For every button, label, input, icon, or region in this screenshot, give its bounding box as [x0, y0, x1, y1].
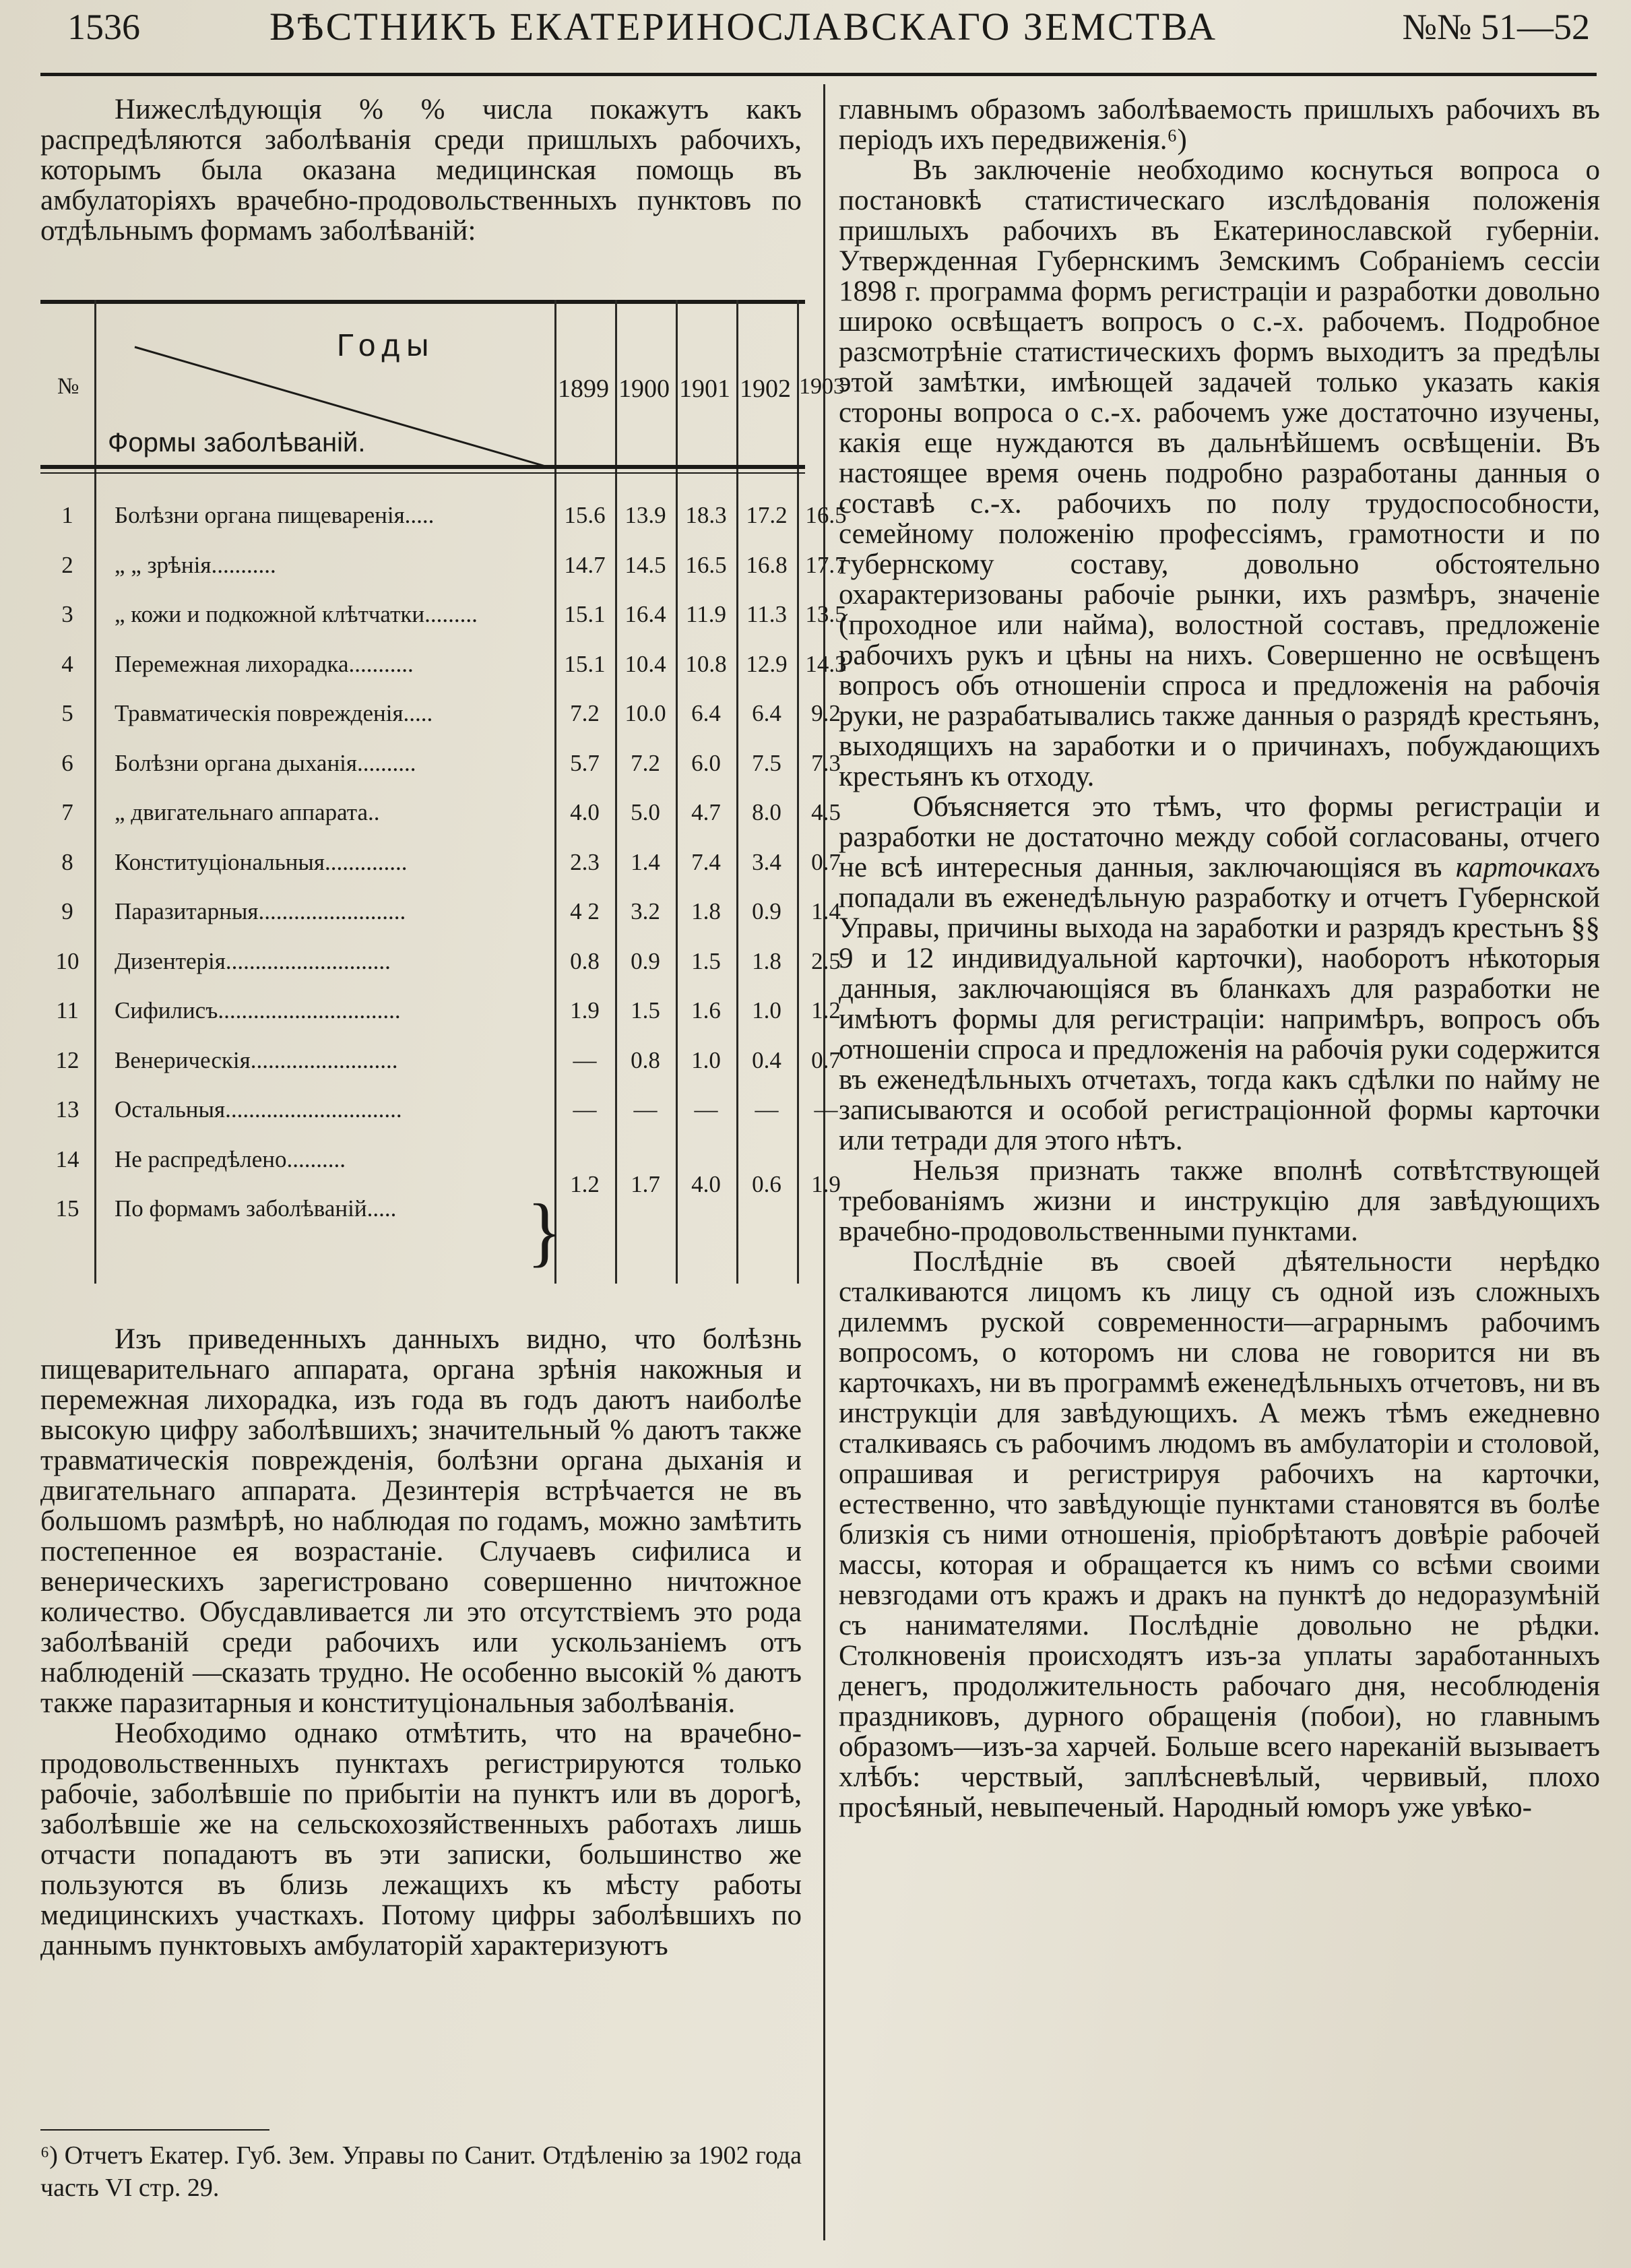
value-cell: 10.0 — [625, 700, 666, 726]
value-cell: 1.9 — [811, 1171, 841, 1197]
paragraph: Нельзя признать также вполнѣ сотвѣтствующей требованіямъ жизни и инструкцію для завѣдующихъ врачебно-продовольственными пунктами. — [839, 1155, 1600, 1247]
year-header: 1902 — [740, 375, 791, 403]
text-span: Объясняется это тѣмъ, что формы регистраціи и разработки не достаточно между собой согласованы, отчего не всѣ интересныя данныя, заключающіяся въ — [839, 791, 1600, 883]
value-cell: 0.8 — [570, 947, 600, 974]
value-cell: 1.4 — [631, 848, 660, 875]
value-cell: 7.5 — [752, 749, 781, 776]
table-row — [40, 997, 841, 1038]
value-cell: 7.2 — [570, 700, 600, 726]
left-column-text — [40, 1324, 802, 1961]
no-column-header: № — [57, 374, 79, 399]
row-number: 13 — [55, 1096, 79, 1123]
value-cell: 5.0 — [631, 799, 660, 825]
table-row — [40, 502, 847, 542]
intro-paragraph: Нижеслѣдующія % % числа покажутъ какъ распредѣляются заболѣванія среди пришлыхъ рабочихъ, которымъ была оказана медицинская помощь въ амбулаторіяхъ врачебно-продовольственныхъ пунктовъ по отдѣльнымъ формамъ заболѣваній: — [40, 94, 802, 247]
disease-form: Болѣзни органа пищеваренія..... — [115, 502, 435, 528]
disease-form: Остальныя.............................. — [115, 1096, 402, 1123]
value-cell: 10.4 — [625, 650, 666, 677]
value-cell: 3.4 — [752, 848, 781, 875]
value-cell: 13.9 — [625, 502, 666, 528]
value-cell: 11.3 — [746, 601, 787, 627]
value-cell: 1.2 — [570, 1171, 600, 1197]
value-cell: 0.7 — [811, 848, 841, 875]
value-cell: 0.7 — [811, 1046, 841, 1073]
row-number: 12 — [55, 1046, 79, 1073]
row-number: 6 — [61, 749, 73, 776]
table-row — [40, 1046, 841, 1088]
value-cell: 10.8 — [685, 650, 727, 677]
paragraph: Послѣдніе въ своей дѣятельности нерѣдко сталкиваются лицомъ къ лицу съ одной изъ сложныхъ дилеммъ руской современности—аграрнымъ рабочимъ вопросомъ, о которомъ ни слова не говорится ни въ карточкахъ, ни въ программѣ еженедѣльныхъ отчетовъ, ни въ инструкціи для завѣдующихъ. А межъ тѣмъ ежедневно сталкиваясь съ рабочимъ людомъ въ амбулаторіи и столовой, опрашивая и регистрируя рабочихъ на карточки, естественно, что завѣдующіе пунктами становятся въ болѣе близкія съ ними отношенія, пріобрѣтаютъ довѣріе рабочей массы, которая и обращается къ нимъ со всѣми своими невзгодами отъ кражъ и дракъ на пунктѣ до недоразумѣній съ нанимателями. Послѣдніе довольно не рѣдки. Столкновенія происходятъ изъ-за уплаты заработанныхъ денегъ, продолжительность рабочаго дня, несоблюденія праздниковъ, дурного обращенія (побои), но главнымъ образомъ—изъ-за харчей. Больше всего нареканій вызываетъ хлѣбъ: черствый, заплѣсневѣлый, червивый, плохо просѣяный, невыпеченый. Народный юморъ уже увѣко- — [839, 1246, 1600, 1823]
disease-form: „ „ зрѣнія........... — [115, 551, 276, 578]
disease-form: Травматическія поврежденія..... — [115, 700, 433, 726]
year-header: 1899 — [558, 375, 609, 403]
value-cell: 4.7 — [691, 799, 721, 825]
value-cell: 15.1 — [564, 650, 606, 677]
value-cell: 17.2 — [746, 502, 788, 528]
brace-mark: } — [527, 1187, 563, 1275]
value-cell: 5.7 — [570, 749, 600, 776]
paragraph: Въ заключеніе необходимо коснуться вопроса о постановкѣ статистическаго изслѣдованія положенія пришлыхъ рабочихъ въ Екатеринославской губерніи. Утвержденная Губернскимъ Земскимъ Собраніемъ сессіи 1898 г. программа формъ регистраціи и разработки довольно широко освѣщаетъ вопросъ о с.-х. рабочемъ. Подробное разсмотрѣніе статистическихъ формъ выходитъ за предѣлы этой замѣтки, имѣющей задачей только указать какія стороны вопроса о с.-х. рабочемъ уже достаточно изучены, какія еще нуждаются въ дальнѣйшемъ освѣщеніи. Въ настоящее время очень подробно разработаны данныя о составѣ с.-х. рабочихъ по полу трудоспособности, семейному положенію профессіямъ, грамотности и по губернскому составу, довольно обстоятельно охарактеризованы рабочіе рынки, ихъ размѣръ, значеніе (проходное или найма), волостной составъ, предложеніе рабочихъ рукъ и цѣны на нихъ. Совершенно не освѣщенъ вопросъ объ отношеніи спроса и предложенія на рабочія руки, не разрабатывались также данныя о разрядѣ крестьянъ, выходящихъ на заработки и о причинахъ, побуждающихъ крестьянъ къ отходу. — [839, 154, 1600, 792]
disease-form: Паразитарныя......................... — [115, 898, 406, 924]
value-cell: 17.7 — [805, 551, 847, 578]
value-cell: — — [633, 1096, 658, 1123]
header-rule — [40, 73, 1597, 76]
page-number: 1536 — [67, 7, 140, 47]
row-number: 15 — [55, 1195, 79, 1222]
table-header-rule — [40, 465, 805, 469]
value-cell: 7.4 — [691, 848, 721, 875]
value-cell: 15.6 — [564, 502, 606, 528]
footnote-rule — [40, 2129, 269, 2131]
disease-form: Дизентерія............................ — [115, 947, 391, 974]
value-cell: 15.1 — [564, 601, 606, 627]
value-cell: 16.4 — [625, 601, 666, 627]
paragraph — [839, 792, 1600, 1156]
year-header: 1900 — [618, 375, 670, 403]
years-header: Годы — [337, 327, 436, 363]
row-number: 5 — [61, 700, 73, 726]
text-span: попадали въ еженедѣльную разработку и отчетъ Губернской Управы, причины выхода на заработки и разрядъ крестьнъ §§ 9 и 12 индивидуальной карточки), наоборотъ нѣкоторыя данныя, заключающіяся въ бланкахъ для разработки не имѣютъ формы для регистраціи: напримѣръ, вопросъ объ отношеніи спроса и предложенія на рабочія руки содержится въ еженедѣльныхъ отчетахъ, тогда какъ сдѣлки по найму не записываются и особой регистраціонной формы карточки или тетради для этого нѣтъ. — [839, 882, 1600, 1156]
value-cell: 2.5 — [811, 947, 841, 974]
value-cell: 1.9 — [570, 997, 600, 1023]
table-row — [40, 700, 841, 741]
value-cell: 0.8 — [631, 1046, 660, 1073]
value-cell: 1.8 — [752, 947, 781, 974]
row-number: 7 — [61, 799, 73, 825]
value-cell: 1.7 — [631, 1171, 660, 1197]
table-row — [40, 1171, 841, 1236]
table-top-rule — [40, 300, 805, 304]
value-cell: 1.4 — [811, 898, 841, 924]
value-cell: 0.4 — [752, 1046, 781, 1073]
table-row — [40, 848, 841, 889]
row-number: 4 — [61, 650, 73, 677]
paragraph: Необходимо однако отмѣтить, что на врачебно-продовольственныхъ пунктахъ регистрируются только рабочіе, заболѣвшіе по прибытіи на пунктъ или въ дорогѣ, заболѣвшіе же на сельскохозяйственныхъ работахъ лишь отчасти попадаютъ въ эти записки, большинство же пользуются въ близь лежащихъ къ мѣсту работы медицинскихъ участкахъ. Потому цифры заболѣвшихъ по даннымъ пунктовыхъ амбулаторій характеризуютъ — [40, 1718, 802, 1961]
value-cell: 6.4 — [752, 700, 781, 726]
disease-form: Сифилисъ............................... — [115, 997, 401, 1023]
value-cell: 4 2 — [570, 898, 600, 924]
right-column — [839, 94, 1600, 1823]
value-cell: 14.5 — [625, 551, 666, 578]
disease-form: По формамъ заболѣваній..... — [115, 1195, 397, 1222]
value-cell: — — [755, 1096, 779, 1123]
row-number: 14 — [55, 1145, 79, 1172]
value-cell: 1.5 — [691, 947, 721, 974]
row-number: 9 — [61, 898, 73, 924]
value-cell: 12.9 — [746, 650, 788, 677]
table-row — [40, 799, 841, 840]
footnote: ⁶) Отчетъ Екатер. Губ. Зем. Управы по Санит. Отдѣленію за 1902 года часть VI стр. 29. — [40, 2141, 802, 2202]
table-row — [40, 601, 847, 641]
left-column — [40, 94, 802, 246]
value-cell: 3.2 — [631, 898, 660, 924]
disease-form: Венерическія......................... — [115, 1046, 398, 1073]
value-cell: 1.6 — [691, 997, 721, 1023]
value-cell: — — [694, 1096, 718, 1123]
paragraph: Изъ приведенныхъ данныхъ видно, что болѣзнь пищеварительнаго аппарата, органа зрѣнія накожныя и перемежная лихорадка, изъ года въ годъ даютъ наиболѣе высокую цифру заболѣвшихъ; значительный % даютъ также травматическія поврежденія, болѣзни органа дыханія и двигательнаго аппарата. Дезинтерія встрѣчается не въ большомъ размѣрѣ, но наблюдая по годамъ, можно замѣтить постепенное ея возрастаніе. Случаевъ сифилиса и венерическихъ зарегистровано совершенно ничтожное количество. Обусдавливается ли это отсутствіемъ это рода заболѣваній среди рабочихъ или ускользаніемъ отъ наблюденій —сказать трудно. Не особенно высокій % даютъ также паразитарныя и конституціональныя заболѣванія. — [40, 1323, 802, 1719]
value-cell: — — [573, 1096, 597, 1123]
value-cell: 16.8 — [746, 551, 788, 578]
row-number: 3 — [61, 601, 73, 627]
value-cell: 16.5 — [685, 551, 727, 578]
issue-number: №№ 51—52 — [1402, 7, 1590, 47]
value-cell: — — [573, 1046, 597, 1073]
value-cell: 18.3 — [685, 502, 727, 528]
disease-form: Перемежная лихорадка........... — [115, 650, 414, 677]
row-number: 2 — [61, 551, 73, 578]
row-number: 11 — [56, 997, 79, 1023]
value-cell: 14.3 — [805, 650, 847, 677]
column-divider — [823, 84, 825, 2240]
value-cell: 7.2 — [631, 749, 660, 776]
value-cell: 1.0 — [752, 997, 781, 1023]
journal-title: ВѢСТНИКЪ ЕКАТЕРИНОСЛАВСКАГО ЗЕМСТВА — [269, 5, 1217, 49]
value-cell: 9.2 — [811, 700, 841, 726]
value-cell: 7.3 — [811, 749, 841, 776]
value-cell: 13.5 — [805, 601, 847, 627]
paragraph: главнымъ образомъ заболѣваемость пришлыхъ рабочихъ въ періодъ ихъ передвиженія.⁶) — [839, 94, 1600, 156]
table-row — [40, 749, 841, 790]
page-header — [40, 0, 1590, 54]
table-row — [40, 650, 847, 691]
table-row — [40, 551, 847, 592]
disease-form: „ двигательнаго аппарата.. — [115, 799, 380, 825]
value-cell: 1.2 — [811, 997, 841, 1023]
row-number: 10 — [55, 947, 79, 974]
table-row — [40, 947, 841, 988]
value-cell: 6.4 — [691, 700, 721, 726]
value-cell: 14.7 — [564, 551, 606, 578]
disease-form: Конституціональныя.............. — [115, 848, 408, 875]
value-cell: 2.3 — [570, 848, 600, 875]
value-cell: 1.8 — [691, 898, 721, 924]
row-number: 1 — [61, 502, 73, 528]
value-cell: — — [814, 1096, 838, 1123]
value-cell: 6.0 — [691, 749, 721, 776]
value-cell: 4.0 — [570, 799, 600, 825]
value-cell: 11.9 — [686, 601, 726, 627]
value-cell: 0.9 — [752, 898, 781, 924]
table-row — [40, 898, 841, 939]
value-cell: 0.6 — [752, 1171, 781, 1197]
value-cell: 0.9 — [631, 947, 660, 974]
value-cell: 8.0 — [752, 799, 781, 825]
row-number: 8 — [61, 848, 73, 875]
value-cell: 1.0 — [691, 1046, 721, 1073]
value-cell: 4.0 — [691, 1171, 721, 1197]
value-cell: 16.5 — [805, 502, 847, 528]
table-row — [40, 1096, 838, 1137]
disease-form: Не распредѣлено.......... — [115, 1145, 346, 1172]
disease-form: Болѣзни органа дыханія.......... — [115, 749, 416, 776]
disease-form: „ кожи и подкожной клѣтчатки......... — [115, 601, 478, 627]
value-cell: 4.5 — [811, 799, 841, 825]
year-header: 1901 — [679, 375, 730, 403]
emphasis: карточкахъ — [1455, 852, 1600, 883]
year-header: 1903 — [799, 374, 845, 399]
forms-header: Формы заболѣваній. — [108, 428, 366, 458]
value-cell: 1.5 — [631, 997, 660, 1023]
